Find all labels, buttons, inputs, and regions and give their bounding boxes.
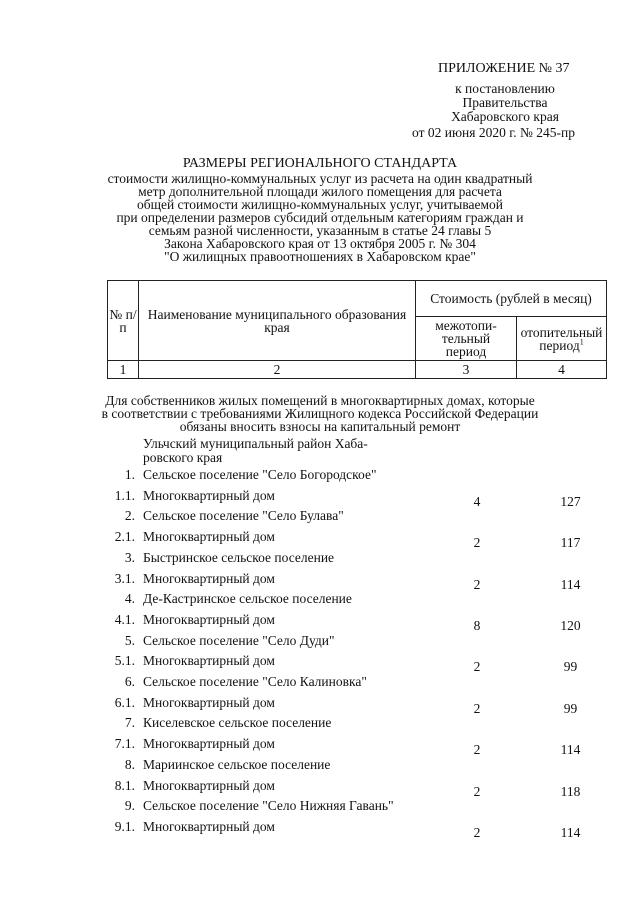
value-interheating: 8	[473, 617, 481, 633]
row-name: Многоквартирный дом	[143, 736, 275, 752]
value-interheating: 2	[473, 783, 481, 799]
footnote-marker: 1	[579, 337, 584, 346]
decree-reference	[380, 82, 630, 140]
appendix-label: ПРИЛОЖЕНИЕ № 37	[438, 61, 570, 76]
row-name: Многоквартирный дом	[143, 487, 275, 503]
subtitle-line: стоимости жилищно-коммунальных услуг из расчета на один квадратный	[107, 171, 533, 186]
table-row	[0, 757, 640, 777]
value-interheating: 4	[473, 493, 481, 509]
table-row	[0, 715, 640, 735]
value-heating: 118	[560, 783, 581, 799]
table-row	[0, 798, 640, 818]
row-number: 7.	[124, 715, 135, 731]
row-number: 8.	[124, 756, 135, 772]
row-number: 6.1.	[114, 694, 135, 710]
row-number: 9.1.	[114, 818, 135, 834]
table-header	[107, 280, 607, 379]
row-number: 4.1.	[114, 611, 135, 627]
section-note	[0, 394, 640, 433]
row-number: 2.	[124, 508, 135, 524]
row-name: Многоквартирный дом	[143, 611, 275, 627]
row-number: 6.	[124, 674, 135, 689]
table-row	[0, 736, 640, 756]
row-name: Киселевское сельское поселение	[143, 715, 332, 731]
header-col-number: № п/п	[108, 281, 139, 361]
header-col-interheating: межотопи- тельный период	[416, 317, 517, 361]
row-name: Многоквартирный дом	[143, 777, 275, 793]
row-number: 3.1.	[114, 570, 135, 586]
row-name: Многоквартирный дом	[143, 818, 275, 834]
table-row	[0, 508, 640, 528]
row-number: 2.1.	[114, 529, 135, 545]
row-number: 4.	[124, 591, 135, 607]
row-number: 1.	[124, 467, 135, 482]
row-number: 1.1.	[114, 487, 135, 503]
table-row	[0, 778, 640, 798]
decree-line: Хабаровского края	[451, 109, 559, 124]
row-number: 5.	[124, 632, 135, 648]
header-number: 2	[139, 361, 416, 379]
value-heating: 99	[563, 700, 578, 716]
header-number: 1	[108, 361, 139, 379]
table-row	[0, 529, 640, 549]
row-name: Многоквартирный дом	[143, 570, 275, 586]
decree-date: от 02 июня 2020 г. № 245-пр	[412, 125, 575, 140]
value-heating: 114	[560, 742, 581, 758]
row-name: Многоквартирный дом	[143, 694, 275, 710]
district-name	[143, 437, 368, 465]
subtitle-line: "О жилищных правоотношениях в Хабаровском крае"	[164, 249, 476, 264]
row-number: 9.	[124, 798, 135, 814]
table-row	[0, 612, 640, 632]
row-name: Мариинское сельское поселение	[143, 756, 331, 772]
value-heating: 114	[560, 576, 581, 592]
row-name: Многоквартирный дом	[143, 653, 275, 669]
row-name: Сельское поселение "Село Богородское"	[143, 467, 377, 482]
header-col-heating: отопительный период$^1$	[517, 317, 607, 361]
table-row	[0, 488, 640, 508]
row-name: Де-Кастринское сельское поселение	[143, 591, 352, 607]
document-subtitle	[0, 172, 640, 263]
table-row	[0, 467, 640, 487]
decree-line: Правительства	[462, 95, 548, 110]
header-col-name: Наименование муниципального образования края	[139, 281, 416, 361]
decree-line: к постановлению	[455, 81, 555, 96]
district-line: Ульчский муниципальный район Хаба-	[143, 436, 368, 451]
row-number: 8.1.	[114, 777, 135, 793]
row-number: 5.1.	[114, 653, 135, 669]
table-row	[0, 550, 640, 570]
note-line: обязаны вносить взносы на капитальный ремонт	[179, 419, 461, 434]
value-interheating: 2	[473, 576, 481, 592]
district-line: ровского края	[143, 450, 223, 465]
row-number: 7.1.	[114, 736, 135, 752]
row-name: Сельское поселение "Село Калиновка"	[143, 674, 367, 689]
subtitle-line: при определении размеров субсидий отдельным категориям граждан и	[116, 210, 524, 225]
header-number: 3	[416, 361, 517, 379]
row-number: 3.	[124, 549, 135, 565]
table-row	[0, 653, 640, 673]
table-row	[0, 571, 640, 591]
value-heating: 99	[563, 659, 578, 675]
row-name: Сельское поселение "Село Нижняя Гавань"	[143, 798, 394, 814]
value-heating: 114	[560, 824, 581, 840]
table-row	[0, 695, 640, 715]
subtitle-line: метр дополнительной площади жилого помещения для расчета	[138, 184, 502, 199]
value-interheating: 2	[473, 824, 481, 840]
note-line: Для собственников жилых помещений в многоквартирных домах, которые	[105, 393, 535, 408]
row-name: Быстринское сельское поселение	[143, 549, 335, 565]
document-title: РАЗМЕРЫ РЕГИОНАЛЬНОГО СТАНДАРТА	[182, 156, 458, 171]
note-line: в соответствии с требованиями Жилищного кодекса Российской Федерации	[101, 406, 539, 421]
header-col-cost: Стоимость (рублей в месяц)	[416, 281, 607, 317]
value-interheating: 2	[473, 742, 481, 758]
row-name: Сельское поселение "Село Булава"	[143, 508, 344, 524]
subtitle-line: Закона Хабаровского края от 13 октября 2005 г. № 304	[164, 236, 476, 251]
table-row	[0, 819, 640, 839]
value-interheating: 2	[473, 700, 481, 716]
row-name: Сельское поселение "Село Дуди"	[143, 632, 335, 648]
value-interheating: 2	[473, 659, 481, 675]
subtitle-line: семьям разной численности, указанным в статье 24 главы 5	[148, 223, 492, 238]
value-heating: 117	[560, 535, 581, 551]
value-heating: 120	[560, 617, 581, 633]
table-row	[0, 674, 640, 694]
value-heating: 127	[560, 493, 581, 509]
value-interheating: 2	[473, 535, 481, 551]
header-number: 4	[517, 361, 607, 379]
table-row	[0, 633, 640, 653]
row-name: Многоквартирный дом	[143, 529, 275, 545]
subtitle-line: общей стоимости жилищно-коммунальных услуг, учитываемой	[136, 197, 504, 212]
table-row	[0, 591, 640, 611]
